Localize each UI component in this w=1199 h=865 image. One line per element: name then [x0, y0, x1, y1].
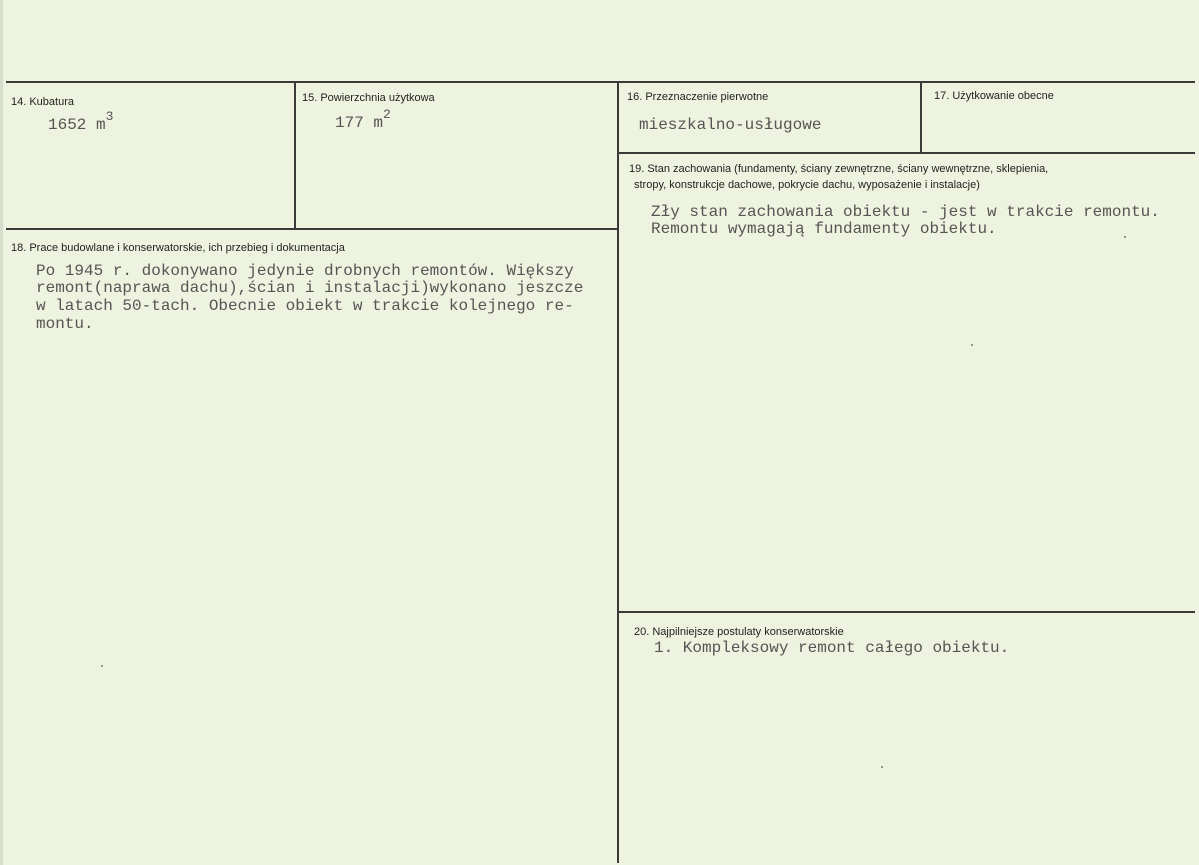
divider-left-right: [617, 83, 619, 863]
divider-top: [6, 81, 1195, 83]
field-15-value: [335, 107, 391, 132]
field-19-label-line-2: stropy, konstrukcje dachowe, pokrycie dachu, wyposażenie i instalacje): [634, 179, 980, 191]
field-18-text-line-4: montu.: [36, 315, 94, 333]
field-17-label: 17. Użytkowanie obecne: [934, 90, 1054, 102]
divider-16-19: [619, 152, 1195, 154]
field-18-text-line-2: remont(naprawa dachu),ścian i instalacji)wykonano jeszcze: [36, 279, 584, 297]
field-18-text-line-3: w latach 50-tach. Obecnie obiekt w trakcie kolejnego re-: [36, 297, 574, 315]
field-19-text-line-2: Remontu wymagają fundamenty obiektu.: [651, 220, 997, 238]
field-16-value: mieszkalno-usługowe: [639, 116, 822, 134]
volume-value: 1652 m: [48, 116, 106, 134]
divider-14-15: [294, 83, 296, 228]
area-unit-exponent: 2: [383, 107, 391, 122]
field-20-text-line-1: 1. Kompleksowy remont całego obiektu.: [654, 639, 1010, 657]
field-14-value: [48, 109, 114, 134]
field-19-label-line-1: 19. Stan zachowania (fundamenty, ściany zewnętrzne, ściany wewnętrzne, sklepienia,: [629, 163, 1049, 175]
field-15-label: 15. Powierzchnia użytkowa: [302, 92, 435, 104]
divider-19-20: [619, 611, 1195, 613]
paper-speck: [881, 766, 883, 768]
field-14-label: 14. Kubatura: [11, 96, 74, 108]
paper-speck: [971, 344, 973, 346]
divider-14-18: [6, 228, 618, 230]
field-19-text-line-1: Zły stan zachowania obiektu - jest w trakcie remontu.: [651, 203, 1160, 221]
field-20-label: 20. Najpilniejsze postulaty konserwatorskie: [634, 626, 844, 638]
area-value: 177 m: [335, 114, 384, 132]
paper-speck: [1124, 236, 1126, 238]
volume-unit-exponent: 3: [105, 109, 114, 124]
divider-16-17: [920, 83, 922, 153]
field-18-text-line-1: Po 1945 r. dokonywano jedynie drobnych remontów. Większy: [36, 262, 574, 280]
field-16-label: 16. Przeznaczenie pierwotne: [627, 91, 769, 103]
field-18-label: 18. Prace budowlane i konserwatorskie, ich przebieg i dokumentacja: [11, 242, 345, 254]
paper-speck: [101, 665, 103, 667]
